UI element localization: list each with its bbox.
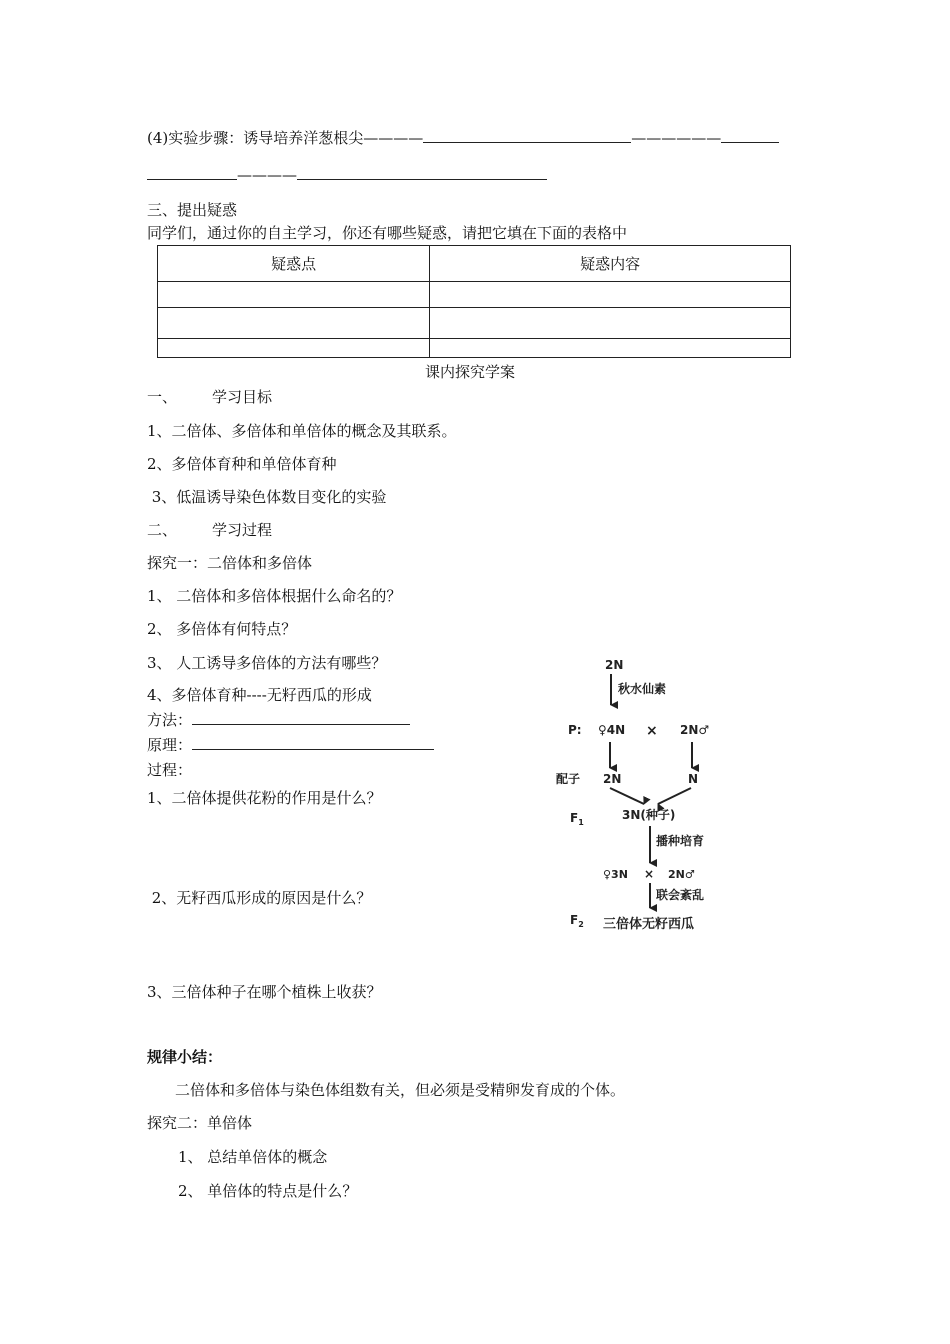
arrow-merge-left <box>610 788 644 804</box>
diagram-gamete-label: 配子 <box>556 772 581 786</box>
doubt-table <box>157 245 791 358</box>
explore2-title: 探究二：单倍体 <box>147 1114 253 1132</box>
procedure-label: 过程： <box>147 761 193 779</box>
blank-1[interactable] <box>423 128 631 143</box>
explore2-q2: 2、 单倍体的特点是什么？ <box>178 1182 358 1200</box>
blank-3[interactable] <box>147 165 237 180</box>
diagram-cross: × <box>646 723 658 739</box>
table-row <box>158 282 791 308</box>
method-line <box>147 710 410 730</box>
table-header-doubt-content: 疑惑内容 <box>430 246 791 282</box>
table-cell[interactable] <box>430 308 791 339</box>
step4-dashes-a: —————— <box>631 129 722 147</box>
section3-instruction: 同学们，通过你的自主学习，你还有哪些疑惑，请把它填在下面的表格中 <box>147 224 628 242</box>
diagram-male-2n-b: 2N♂ <box>668 868 695 881</box>
goals-heading: 学习目标 <box>212 388 273 406</box>
class-title: 课内探究学案 <box>425 363 516 381</box>
diagram-seed: 3N(种子) <box>622 808 676 822</box>
step4-dashes-b: ———— <box>237 166 297 184</box>
step4-line2 <box>147 165 547 185</box>
table-cell[interactable] <box>430 282 791 308</box>
explore1-sub3: 3、三倍体种子在哪个植株上收获？ <box>147 983 382 1001</box>
diagram-cross-2: × <box>644 867 655 881</box>
diagram-f1-label: $F_1$ <box>570 811 584 827</box>
explore1-q4: 4、多倍体育种----无籽西瓜的形成 <box>147 686 372 704</box>
watermelon-diagram <box>548 652 788 942</box>
explore1-q1: 1、 二倍体和多倍体根据什么命名的？ <box>147 587 402 605</box>
diagram-female-4n: ♀4N <box>598 723 626 737</box>
summary-text: 二倍体和多倍体与染色体组数有关，但必须是受精卵发育成的个体。 <box>175 1081 626 1099</box>
explore1-sub1: 1、二倍体提供花粉的作用是什么？ <box>147 789 382 807</box>
diagram-top-2n: 2N <box>605 658 624 672</box>
goal-item-3: 3、低温诱导染色体数目变化的实验 <box>147 488 387 506</box>
diagram-confusion: 联会紊乱 <box>656 888 705 902</box>
table-header-doubt-point: 疑惑点 <box>158 246 430 282</box>
step4-label: (4)实验步骤：诱导培养洋葱根尖———— <box>147 129 424 147</box>
goal-item-1: 1、二倍体、多倍体和单倍体的概念及其联系。 <box>147 422 457 440</box>
diagram-treat: 秋水仙素 <box>618 682 667 696</box>
diagram-gamete-n: N <box>688 772 699 786</box>
table-row <box>158 308 791 339</box>
principle-blank[interactable] <box>192 735 434 750</box>
process-heading-num: 二、 <box>147 521 178 539</box>
explore1-sub2: 2、无籽西瓜形成的原因是什么？ <box>147 889 372 907</box>
step4-line1 <box>147 128 779 148</box>
summary-title: 规律小结： <box>147 1048 223 1066</box>
blank-2[interactable] <box>721 128 779 143</box>
explore2-q1: 1、 总结单倍体的概念 <box>178 1148 328 1166</box>
method-blank[interactable] <box>192 710 410 725</box>
table-cell[interactable] <box>158 308 430 339</box>
diagram-grow: 播种培育 <box>656 834 705 848</box>
diagram-result: 三倍体无籽西瓜 <box>603 917 695 932</box>
section3-title: 三、提出疑惑 <box>147 201 238 219</box>
principle-label: 原理： <box>147 736 193 754</box>
diagram-female-3n: ♀3N <box>603 868 628 881</box>
method-label: 方法： <box>147 711 193 729</box>
explore1-title: 探究一：二倍体和多倍体 <box>147 554 313 572</box>
goals-heading-num: 一、 <box>147 388 178 406</box>
table-cell[interactable] <box>158 339 430 358</box>
table-cell[interactable] <box>158 282 430 308</box>
diagram-male-2n: 2N♂ <box>680 723 710 737</box>
table-cell[interactable] <box>430 339 791 358</box>
explore1-q2: 2、 多倍体有何特点？ <box>147 620 297 638</box>
blank-4[interactable] <box>297 165 547 180</box>
process-heading: 学习过程 <box>212 521 273 539</box>
diagram-f2-label: $F_2$ <box>570 913 584 929</box>
table-row <box>158 339 791 358</box>
arrow-merge-right <box>658 788 691 804</box>
goal-item-2: 2、多倍体育种和单倍体育种 <box>147 455 337 473</box>
principle-line <box>147 735 434 755</box>
diagram-p-label: P: <box>568 723 582 737</box>
diagram-gamete-2n: 2N <box>603 772 622 786</box>
explore1-q3: 3、 人工诱导多倍体的方法有哪些？ <box>147 654 387 672</box>
